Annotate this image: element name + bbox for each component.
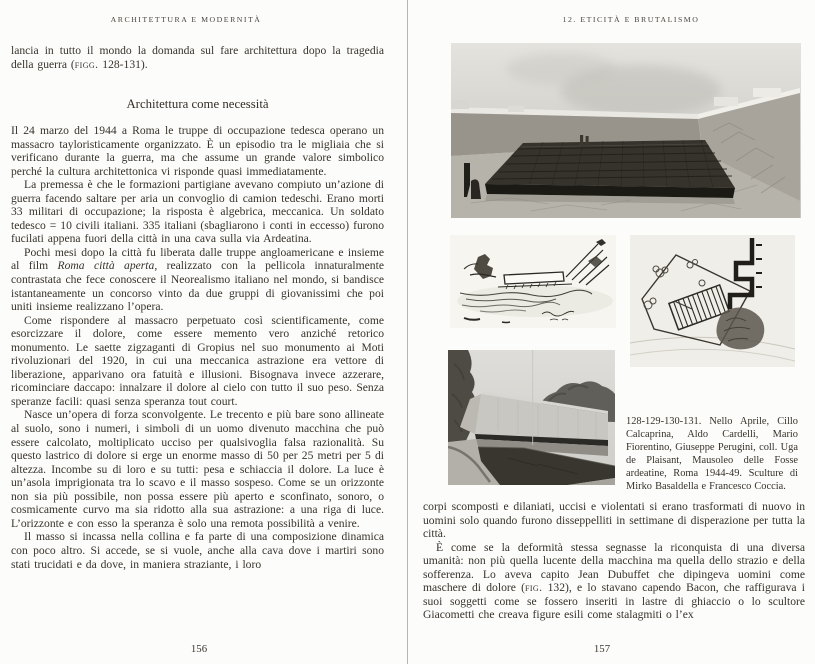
section-heading: Architettura come necessità: [126, 97, 269, 111]
text-segment: 128-131).: [98, 57, 148, 71]
site-plan-sketch: [630, 235, 795, 367]
exterior-photo: [448, 350, 615, 485]
text-segment: Nasce un’opera di forza sconvolgente. Le trecento e più bare sono allineate al suolo, sono i numeri, i simboli di un uomo divenuto macchina che può essere calcolato, moltiplicato ucciso per qualsivoglia falsa razionalità. Su questo lastrico di dolore si erge un enorme masso di 50 per 25 metri per 5 di altezza. Incombe su di loro e su tutti: pesa e schiaccia il dolore. La luce è un’asola imprigionata tra lo scavo e il masso sospeso. Come se un orizzonte non sia più possibile, non possa essere più aperto e sconfinato, sonoro, o cosmicamente curvo ma sia ridotto alla sua astrazione: a una riga di luce. L’orizzonte e con esso la speranza è solo una remota possibilità a venire.: [11, 408, 384, 530]
paragraph: [11, 44, 384, 71]
figure-mausoleum-site-plan-sketch: [630, 235, 795, 367]
text-segment: Pochi mesi dopo la città fu liberata dalle truppe angloamericane e insieme al film: [11, 245, 384, 273]
left-page: [0, 0, 407, 664]
perspective-sketch: [450, 235, 616, 328]
figure-mausoleum-exterior-photograph: [448, 350, 615, 485]
continuation-paragraph: [11, 44, 384, 71]
paragraph: [11, 178, 384, 246]
distant-figure: [586, 136, 589, 146]
text-segment: 132), e lo stavano capendo Bacon, che raffigurava i suoi soggetti come se fossero inseriti in lastre di ghiaccio o lo scultore Giacometti che creava figure esili come stalagmiti o l’ex: [423, 581, 805, 622]
text-segment: Il masso si incassa nella collina e fa parte di una composizione dinamica con poco altro. Si accede, se si vuole, anche alla cava dove i martiri sono stati trucidati e da dove, in maniera straziante, i loro: [11, 530, 384, 571]
text-segment: Roma città aperta: [57, 259, 155, 273]
figure-caption: 128-129-130-131. Nello Aprile, Cillo Calcaprina, Aldo Cardelli, Mario Fiorentino, Giuseppe Perugini, coll. Uga de Plaisant, Mausoleo delle Fosse ardeatine, Roma 1944-49. Sculture di Mirko Basaldella e Francesco Coccia.: [626, 416, 798, 492]
paragraph: [11, 246, 384, 314]
text-segment: fig.: [524, 581, 543, 595]
text-segment: figg.: [74, 57, 99, 71]
paragraph: [423, 500, 805, 541]
text-segment: , realizzato con la pellicola innaturalmente contrastata che fece conoscere il Neorealismo italiano nel mondo, si bandisce istantaneamente un concorso vinto da due gruppi di giovanissimi che poi uniti insieme realizzano l’opera.: [11, 259, 384, 314]
page-number-left: 156: [190, 643, 208, 655]
mausoleum-interior-drawing: [451, 43, 801, 218]
paragraph: [423, 541, 805, 622]
paragraph: [11, 314, 384, 409]
figure-mausoleum-perspective-sketch: [450, 235, 616, 328]
body-text-left: [11, 124, 384, 571]
running-header-left: ARCHITETTURA E MODERNITÀ: [110, 15, 262, 24]
figure-mausoleum-interior-wash-drawing: [451, 43, 801, 218]
paragraph: [11, 530, 384, 571]
text-segment: Il 24 marzo del 1944 a Roma le truppe di occupazione tedesca operano un massacro tayloristicamente organizzato. È un episodio tra le migliaia che si verificano durante la guerra, ma che assume un grande valore simbolico perché la cultura architettonica vi risponde quasi immediatamente.: [11, 124, 384, 178]
text-segment: corpi scomposti e dilaniati, uccisi e violentati si erano trasformati di nuovo in uomini solo quando furono disseppelliti in settimane di disperazione per tutta la città.: [423, 500, 805, 541]
paragraph: [11, 124, 384, 178]
body-text-right: [423, 500, 805, 622]
paragraph: [11, 408, 384, 530]
text-segment: lancia in tutto il mondo la domanda sul fare architettura dopo la tragedia della guerra (: [11, 44, 384, 71]
page-number-right: 157: [593, 643, 611, 655]
text-segment: La premessa è che le formazioni partigiane avevano compiuto un’azione di guerra facendo saltare per aria un convoglio di camion tedeschi. Erano morti 33 militari di occupazione; la risposta è algebrica, meccanica. Un soldato tedesco = 10 civili italiani. 335 italiani (sbagliarono i conti in eccesso) furono fucilati appena fuori della città in una cava sulla via Ardeatina.: [11, 178, 384, 246]
distant-figure: [580, 135, 583, 146]
text-segment: Come rispondere al massacro perpetuato così scientificamente, come esorcizzare il dolore, come essere memento vero anziché retorico monumento. Le saette zigzaganti di Gropius nel suo monumento ai Moti rivoluzionari del 1920, in cui una meccanica astrazione era vettore di liberazione, apparivano ora fatuità e illusioni. Bisognava invece azzerare, ricominciare daccapo: innalzare il dolore al cielo con tutto il suo peso. Senza speranze facili: quasi senza speranza tout court.: [11, 313, 384, 408]
text-segment: È come se la deformità stessa segnasse la riconquista di una diversa umanità: non più quella lucente della macchina ma quella dello strazio e della sofferenza. Lo aveva capito Jean Dubuffet che dipingeva uomini come maschere di dolore (: [423, 540, 805, 595]
photo-seam: [532, 350, 533, 445]
running-header-right: 12. ETICITÀ E BRUTALISMO: [562, 15, 700, 24]
right-page: [408, 0, 815, 664]
